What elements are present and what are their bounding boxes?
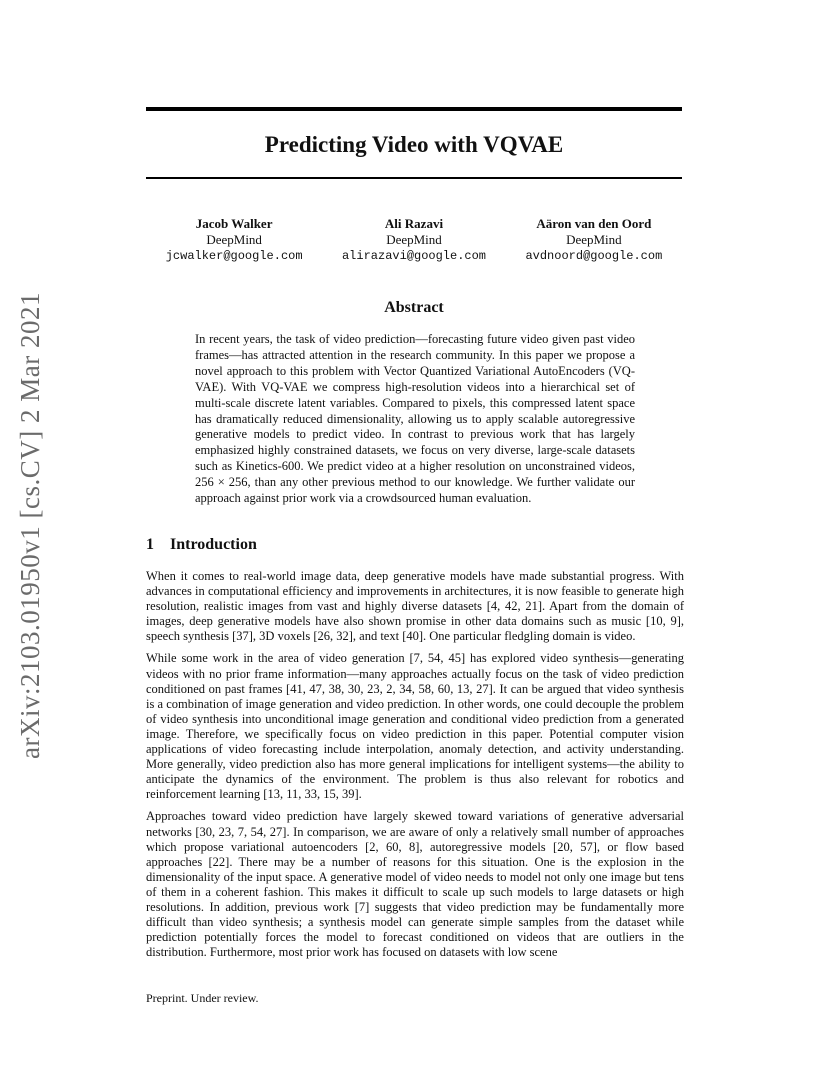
paper-title: Predicting Video with VQVAE	[264, 132, 564, 157]
author-name: Ali Razavi	[384, 216, 444, 231]
paragraph: While some work in the area of video generation [7, 54, 45] has explored video synthesis—generating videos with no prior frame information—many approaches actually focus on the task of video prediction conditioned on past frames [41, 47, 38, 30, 23, 2, 34, 58, 60, 13, 27]. It can be argued that video synthesis is a combination of image generation and video prediction. In other words, one could decouple the problem of video synthesis into unconditional image generation and conditional video prediction from a generated image. Therefore, we specifically focus on video prediction in this paper. Potential computer vision applications of video forecasting include interpolation, anomaly detection, and activity understanding. More generally, video prediction also has more general implications for intelligent systems—the ability to anticipate the dynamics of the environment. The problem is thus also relevant for robotics and reinforcement learning [13, 11, 33, 15, 39].	[146, 651, 684, 802]
author-name: Jacob Walker	[195, 216, 273, 231]
author-email: jcwalker@google.com	[165, 249, 303, 263]
author-email: alirazavi@google.com	[341, 249, 487, 263]
author	[166, 216, 303, 264]
author-affiliation: DeepMind	[206, 232, 262, 247]
arxiv-stamp	[10, 290, 50, 760]
author	[525, 216, 662, 264]
section-number: 1	[146, 536, 154, 553]
title-rule-bottom	[146, 177, 682, 179]
paragraph: Approaches toward video prediction have largely skewed toward variations of generative adversarial networks [30, 23, 7, 54, 27]. In comparison, we are aware of only a relatively small number of approaches which propose variational autoencoders [2, 60, 8], autoregressive models [20, 57], or flow based approaches [22]. There may be a number of reasons for this situation. One is the explosion in the dimensionality of the input space. A generative model of video needs to model not only one image but tens of them in a coherent fashion. This makes it difficult to scale up such models to large datasets or high resolutions. In addition, previous work [7] suggests that video prediction may be fundamentally more difficult than video synthesis; a synthesis model can generate simple samples from the dataset while prediction potentially forces the model to forecast conditioned on videos that are outliers in the distribution. Furthermore, most prior work has focused on datasets with low scene	[146, 809, 684, 960]
author	[342, 216, 486, 264]
author-affiliation: DeepMind	[386, 232, 442, 247]
author-affiliation: DeepMind	[566, 232, 622, 247]
author-block	[146, 216, 682, 264]
arxiv-stamp-text: arXiv:2103.01950v1 [cs.CV] 2 Mar 2021	[14, 291, 45, 759]
author-email: avdnoord@google.com	[525, 249, 663, 263]
abstract-text: In recent years, the task of video prediction—forecasting future video given past video frames—has attracted attention in the research community. In this paper we propose a novel approach to this problem with Vector Quantized Variational AutoEncoders (VQ-VAE). With VQ-VAE we compress high-resolution videos into a hierarchical set of multi-scale discrete latent variables. Compared to pixels, this compressed latent space has dramatically reduced dimensionality, allowing us to apply scalable autoregressive generative models to predict video. In contrast to previous work that has largely emphasized highly constrained datasets, we focus on very diverse, large-scale datasets such as Kinetics-600. We predict video at a higher resolution on unconstrained videos, 256 × 256, than any other previous method to our knowledge. We further validate our approach against prior work via a crowdsourced human evaluation.	[195, 332, 635, 506]
author-name: Aäron van den Oord	[536, 216, 652, 231]
page-footer: Preprint. Under review.	[146, 991, 259, 1005]
title-rule-top	[146, 107, 682, 111]
paragraph: When it comes to real-world image data, deep generative models have made substantial progress. With advances in computational efficiency and improvements in architectures, it is now feasible to generate high resolution, realistic images from vast and highly diverse datasets [4, 42, 21]. Apart from the domain of images, deep generative models have also shown promise in other data domains such as music [10, 9], speech synthesis [37], 3D voxels [26, 32], and text [40]. One particular fledgling domain is video.	[146, 569, 684, 644]
section-body	[146, 569, 684, 967]
section-heading	[146, 536, 257, 554]
section-title: Introduction	[170, 536, 257, 553]
abstract-heading: Abstract	[384, 299, 444, 316]
